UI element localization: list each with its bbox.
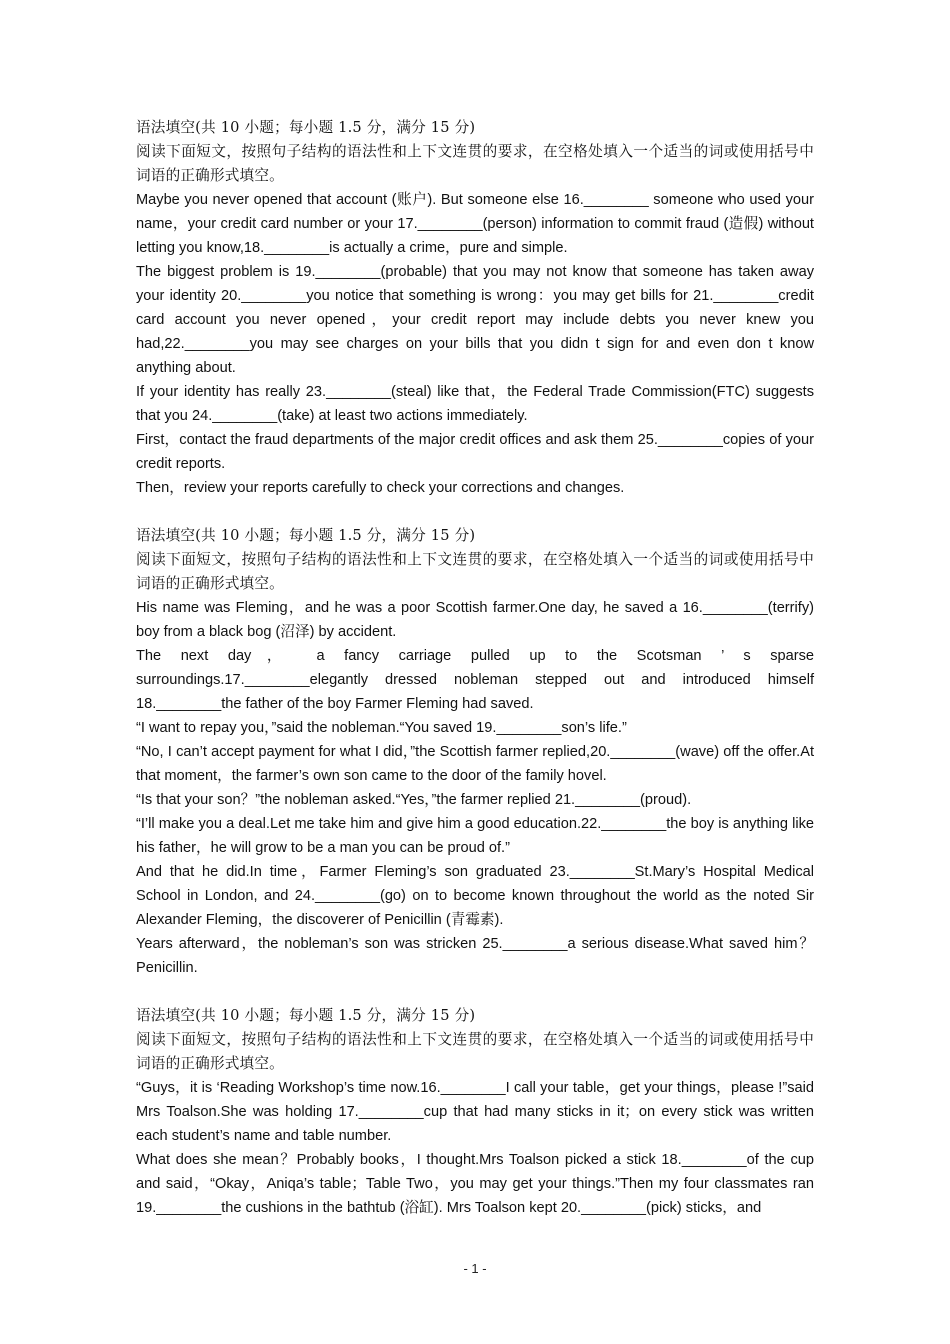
passage-paragraph: If your identity has really 23.________(steal) like that，the Federal Trade Commission(FTC) suggests that you 24.________(take) at least two actions immediately. — [136, 384, 814, 424]
document-page — [136, 116, 814, 1220]
passage-paragraph: His name was Fleming，and he was a poor Scottish farmer.One day, he saved a 16.________(terrify) boy from a black bog (沼泽) by accident. — [136, 600, 814, 640]
passage-paragraph: The next day， a fancy carriage pulled up to the Scotsman ’ s sparse surroundings.17.________elegantly dressed nobleman stepped out and introduced himself 18.________the father of the boy Farmer Fleming had saved. — [136, 648, 814, 712]
exercise-section-2 — [136, 524, 814, 980]
section-header: 语法填空(共 10 小题；每小题 1.5 分，满分 15 分) — [136, 119, 476, 136]
passage-paragraph: And that he did.In time，Farmer Fleming’s son graduated 23.________St.Mary’s Hospital Medical School in London, and 24.________(go) on to become known throughout the world as the noted Sir Alexander Fleming，the discoverer of Penicillin (青霉素). — [136, 864, 814, 928]
section-header: 语法填空(共 10 小题；每小题 1.5 分，满分 15 分) — [136, 1007, 476, 1024]
section-header: 语法填空(共 10 小题；每小题 1.5 分，满分 15 分) — [136, 527, 476, 544]
passage-paragraph: What does she mean？Probably books，I thought.Mrs Toalson picked a stick 18.________of the cup and said，“Okay，Aniqa’s table；Table Two，you may get your things.”Then my four classmates ran 19.________the cushions in the bathtub (浴缸). Mrs Toalson kept 20.________(pick) sticks，and — [136, 1152, 814, 1216]
passage-paragraph: “I’ll make you a deal.Let me take him and give him a good education.22.________the boy is anything like his father，he will grow to be a man you can be proud of.” — [136, 816, 814, 856]
passage-paragraph: The biggest problem is 19.________(probable) that you may not know that someone has taken away your identity 20.________you notice that something is wrong：you may get bills for 21.________credit card account you never opened，your credit report may include debts you never knew you had,22.________you may see charges on your bills that you didn t sign for and even don t know anything about. — [136, 264, 814, 376]
passage-paragraph: “I want to repay you，”said the nobleman.“You saved 19.________son’s life.” — [136, 720, 627, 736]
passage-paragraph: “Guys，it is ‘Reading Workshop’s time now.16.________I call your table，get your things，please !”said Mrs Toalson.She was holding 17.________cup that had many sticks in it；on every stick was written each student’s name and table number. — [136, 1080, 814, 1144]
exercise-section-1 — [136, 116, 814, 500]
passage-paragraph: First，contact the fraud departments of the major credit offices and ask them 25.________copies of your credit reports. — [136, 432, 814, 472]
passage-paragraph: Years afterward，the nobleman’s son was stricken 25.________a serious disease.What saved him？Penicillin. — [136, 936, 814, 976]
section-instruction: 阅读下面短文，按照句子结构的语法性和上下文连贯的要求，在空格处填入一个适当的词或使用括号中词语的正确形式填空。 — [136, 551, 814, 592]
page-number: - 1 - — [463, 1261, 487, 1276]
passage-paragraph: “Is that your son？”the nobleman asked.“Yes，”the farmer replied 21.________(proud). — [136, 792, 692, 808]
passage-paragraph: “No, I can’t accept payment for what I did，”the Scottish farmer replied,20.________(wave) off the offer.At that moment，the farmer’s own son came to the door of the family hovel. — [136, 744, 814, 784]
section-instruction: 阅读下面短文，按照句子结构的语法性和上下文连贯的要求，在空格处填入一个适当的词或使用括号中词语的正确形式填空。 — [136, 1031, 814, 1072]
passage-paragraph: Maybe you never opened that account (账户). But someone else 16.________ someone who used your name，your credit card number or your 17.________(person) information to commit fraud (造假) without letting you know,18.________is actually a crime，pure and simple. — [136, 192, 814, 256]
passage-paragraph: Then，review your reports carefully to check your corrections and changes. — [136, 480, 625, 496]
exercise-section-3 — [136, 1004, 814, 1220]
section-instruction: 阅读下面短文，按照句子结构的语法性和上下文连贯的要求，在空格处填入一个适当的词或使用括号中词语的正确形式填空。 — [136, 143, 814, 184]
